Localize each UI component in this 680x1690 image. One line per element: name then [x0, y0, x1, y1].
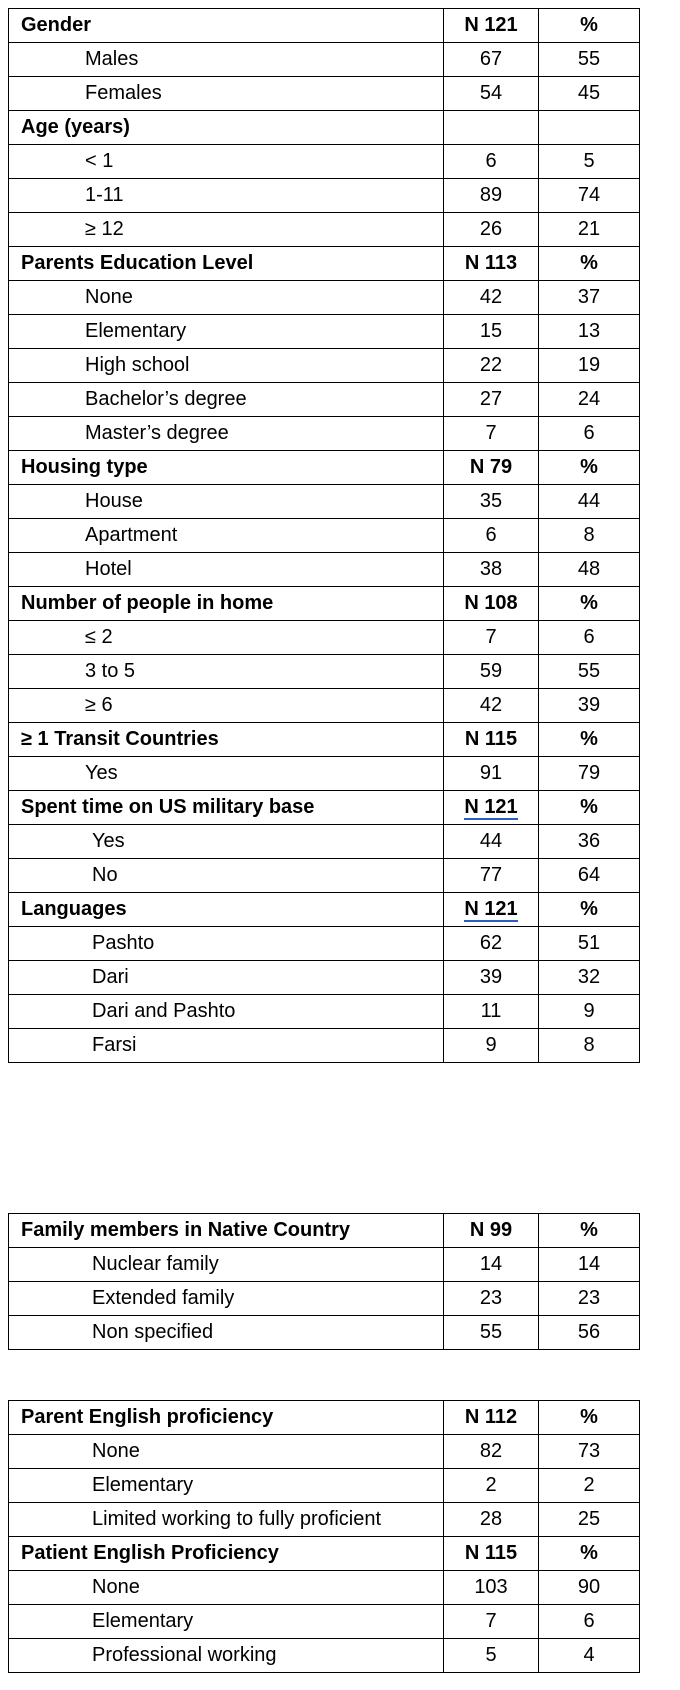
count-cell: 6 — [444, 145, 539, 179]
count-cell: 89 — [444, 179, 539, 213]
row-label: Elementary — [9, 315, 444, 349]
row-label: Spent time on US military base — [9, 791, 444, 825]
percent-cell: 79 — [539, 757, 640, 791]
section-header-row — [9, 451, 640, 485]
row-label: None — [9, 1435, 444, 1469]
percent-cell: % — [539, 587, 640, 621]
table-row — [9, 1435, 640, 1469]
row-label: Extended family — [9, 1282, 444, 1316]
row-label: ≤ 2 — [9, 621, 444, 655]
count-cell: 7 — [444, 1605, 539, 1639]
table-row — [9, 315, 640, 349]
family-members-table — [8, 1213, 640, 1350]
percent-cell: 45 — [539, 77, 640, 111]
row-label: Hotel — [9, 553, 444, 587]
count-cell: 38 — [444, 553, 539, 587]
count-cell: 26 — [444, 213, 539, 247]
count-cell: N 108 — [444, 587, 539, 621]
count-cell: 62 — [444, 927, 539, 961]
count-cell: N 115 — [444, 1537, 539, 1571]
percent-cell — [539, 111, 640, 145]
percent-cell: 73 — [539, 1435, 640, 1469]
row-label: 3 to 5 — [9, 655, 444, 689]
row-label: Family members in Native Country — [9, 1214, 444, 1248]
percent-cell: 55 — [539, 43, 640, 77]
count-cell: 91 — [444, 757, 539, 791]
count-cell — [444, 791, 539, 825]
row-label: Age (years) — [9, 111, 444, 145]
english-proficiency-table — [8, 1400, 640, 1673]
section-header-row — [9, 587, 640, 621]
table-row — [9, 417, 640, 451]
row-label: Patient English Proficiency — [9, 1537, 444, 1571]
table-row — [9, 689, 640, 723]
table-row — [9, 145, 640, 179]
row-label: Apartment — [9, 519, 444, 553]
percent-cell: 9 — [539, 995, 640, 1029]
row-label: Yes — [9, 825, 444, 859]
row-label: Nuclear family — [9, 1248, 444, 1282]
percent-cell: 44 — [539, 485, 640, 519]
row-label: ≥ 1 Transit Countries — [9, 723, 444, 757]
table-row — [9, 1639, 640, 1673]
percent-cell: 21 — [539, 213, 640, 247]
percent-cell: 39 — [539, 689, 640, 723]
percent-cell: 55 — [539, 655, 640, 689]
percent-cell: 8 — [539, 519, 640, 553]
row-label: Pashto — [9, 927, 444, 961]
count-cell: 54 — [444, 77, 539, 111]
percent-cell: % — [539, 1537, 640, 1571]
percent-cell: 24 — [539, 383, 640, 417]
percent-cell: 56 — [539, 1316, 640, 1350]
percent-cell: 23 — [539, 1282, 640, 1316]
row-label: High school — [9, 349, 444, 383]
count-cell — [444, 111, 539, 145]
table-row — [9, 927, 640, 961]
count-cell: 27 — [444, 383, 539, 417]
table-row — [9, 1571, 640, 1605]
count-cell: 11 — [444, 995, 539, 1029]
row-label: Dari — [9, 961, 444, 995]
table-row — [9, 621, 640, 655]
table-row — [9, 995, 640, 1029]
table-row — [9, 1316, 640, 1350]
count-cell: 7 — [444, 417, 539, 451]
count-cell: 28 — [444, 1503, 539, 1537]
percent-cell: 8 — [539, 1029, 640, 1063]
percent-cell: 19 — [539, 349, 640, 383]
row-label: Yes — [9, 757, 444, 791]
count-cell: 67 — [444, 43, 539, 77]
percent-cell: % — [539, 247, 640, 281]
percent-cell: % — [539, 893, 640, 927]
table-row — [9, 757, 640, 791]
section-header-row — [9, 1214, 640, 1248]
table-row — [9, 43, 640, 77]
table-row — [9, 1469, 640, 1503]
table-row — [9, 179, 640, 213]
count-cell: 103 — [444, 1571, 539, 1605]
row-label: 1-11 — [9, 179, 444, 213]
table-row — [9, 825, 640, 859]
percent-cell: 37 — [539, 281, 640, 315]
percent-cell: % — [539, 9, 640, 43]
count-cell: 15 — [444, 315, 539, 349]
row-label: < 1 — [9, 145, 444, 179]
row-label: None — [9, 1571, 444, 1605]
row-label: Farsi — [9, 1029, 444, 1063]
percent-cell: % — [539, 1401, 640, 1435]
percent-cell: 4 — [539, 1639, 640, 1673]
row-label: Parents Education Level — [9, 247, 444, 281]
row-label: Languages — [9, 893, 444, 927]
count-cell: 22 — [444, 349, 539, 383]
percent-cell: 51 — [539, 927, 640, 961]
row-label: Elementary — [9, 1469, 444, 1503]
section-header-row — [9, 893, 640, 927]
count-value: N 121 — [464, 795, 518, 818]
section-header-row — [9, 723, 640, 757]
count-cell: 77 — [444, 859, 539, 893]
count-cell: 6 — [444, 519, 539, 553]
row-label: Number of people in home — [9, 587, 444, 621]
table-row — [9, 655, 640, 689]
count-cell: 5 — [444, 1639, 539, 1673]
count-cell: 23 — [444, 1282, 539, 1316]
section-header-row — [9, 247, 640, 281]
row-label: House — [9, 485, 444, 519]
table-row — [9, 961, 640, 995]
table-row — [9, 213, 640, 247]
table-row — [9, 383, 640, 417]
row-label: ≥ 6 — [9, 689, 444, 723]
section-header-row — [9, 791, 640, 825]
count-cell: 42 — [444, 281, 539, 315]
count-cell: 14 — [444, 1248, 539, 1282]
count-cell — [444, 893, 539, 927]
percent-cell: 6 — [539, 621, 640, 655]
count-cell: N 112 — [444, 1401, 539, 1435]
count-cell: 59 — [444, 655, 539, 689]
row-label: Limited working to fully proficient — [9, 1503, 444, 1537]
table-row — [9, 553, 640, 587]
row-label: Bachelor’s degree — [9, 383, 444, 417]
count-cell: 2 — [444, 1469, 539, 1503]
table-row — [9, 77, 640, 111]
section-header-row — [9, 111, 640, 145]
table-row — [9, 1605, 640, 1639]
percent-cell: % — [539, 1214, 640, 1248]
table-row — [9, 485, 640, 519]
row-label: Females — [9, 77, 444, 111]
row-label: Males — [9, 43, 444, 77]
row-label: Master’s degree — [9, 417, 444, 451]
table-row — [9, 1248, 640, 1282]
percent-cell: 25 — [539, 1503, 640, 1537]
percent-cell: 48 — [539, 553, 640, 587]
count-cell: 55 — [444, 1316, 539, 1350]
row-label: Housing type — [9, 451, 444, 485]
percent-cell: 13 — [539, 315, 640, 349]
percent-cell: % — [539, 791, 640, 825]
percent-cell: 64 — [539, 859, 640, 893]
row-label: Non specified — [9, 1316, 444, 1350]
table-row — [9, 519, 640, 553]
count-cell: 39 — [444, 961, 539, 995]
table-row — [9, 859, 640, 893]
row-label: Professional working — [9, 1639, 444, 1673]
section-header-row — [9, 1401, 640, 1435]
row-label: No — [9, 859, 444, 893]
row-label: Dari and Pashto — [9, 995, 444, 1029]
count-cell: N 99 — [444, 1214, 539, 1248]
count-cell: 9 — [444, 1029, 539, 1063]
percent-cell: 5 — [539, 145, 640, 179]
percent-cell: 6 — [539, 1605, 640, 1639]
percent-cell: % — [539, 723, 640, 757]
percent-cell: 74 — [539, 179, 640, 213]
percent-cell: 14 — [539, 1248, 640, 1282]
table-row — [9, 281, 640, 315]
count-cell: N 121 — [444, 9, 539, 43]
percent-cell: 6 — [539, 417, 640, 451]
table-row — [9, 1282, 640, 1316]
count-cell: 35 — [444, 485, 539, 519]
table-row — [9, 1503, 640, 1537]
count-cell: N 115 — [444, 723, 539, 757]
percent-cell: 36 — [539, 825, 640, 859]
count-cell: 42 — [444, 689, 539, 723]
count-cell: 44 — [444, 825, 539, 859]
demographics-table — [8, 8, 640, 1063]
percent-cell: 32 — [539, 961, 640, 995]
table-row — [9, 349, 640, 383]
count-cell: 7 — [444, 621, 539, 655]
section-header-row — [9, 1537, 640, 1571]
row-label: Parent English proficiency — [9, 1401, 444, 1435]
table-row — [9, 1029, 640, 1063]
count-cell: N 113 — [444, 247, 539, 281]
row-label: None — [9, 281, 444, 315]
row-label: Gender — [9, 9, 444, 43]
percent-cell: 2 — [539, 1469, 640, 1503]
count-cell: N 79 — [444, 451, 539, 485]
count-value: N 121 — [464, 897, 518, 920]
percent-cell: % — [539, 451, 640, 485]
row-label: ≥ 12 — [9, 213, 444, 247]
section-header-row — [9, 9, 640, 43]
row-label: Elementary — [9, 1605, 444, 1639]
percent-cell: 90 — [539, 1571, 640, 1605]
count-cell: 82 — [444, 1435, 539, 1469]
